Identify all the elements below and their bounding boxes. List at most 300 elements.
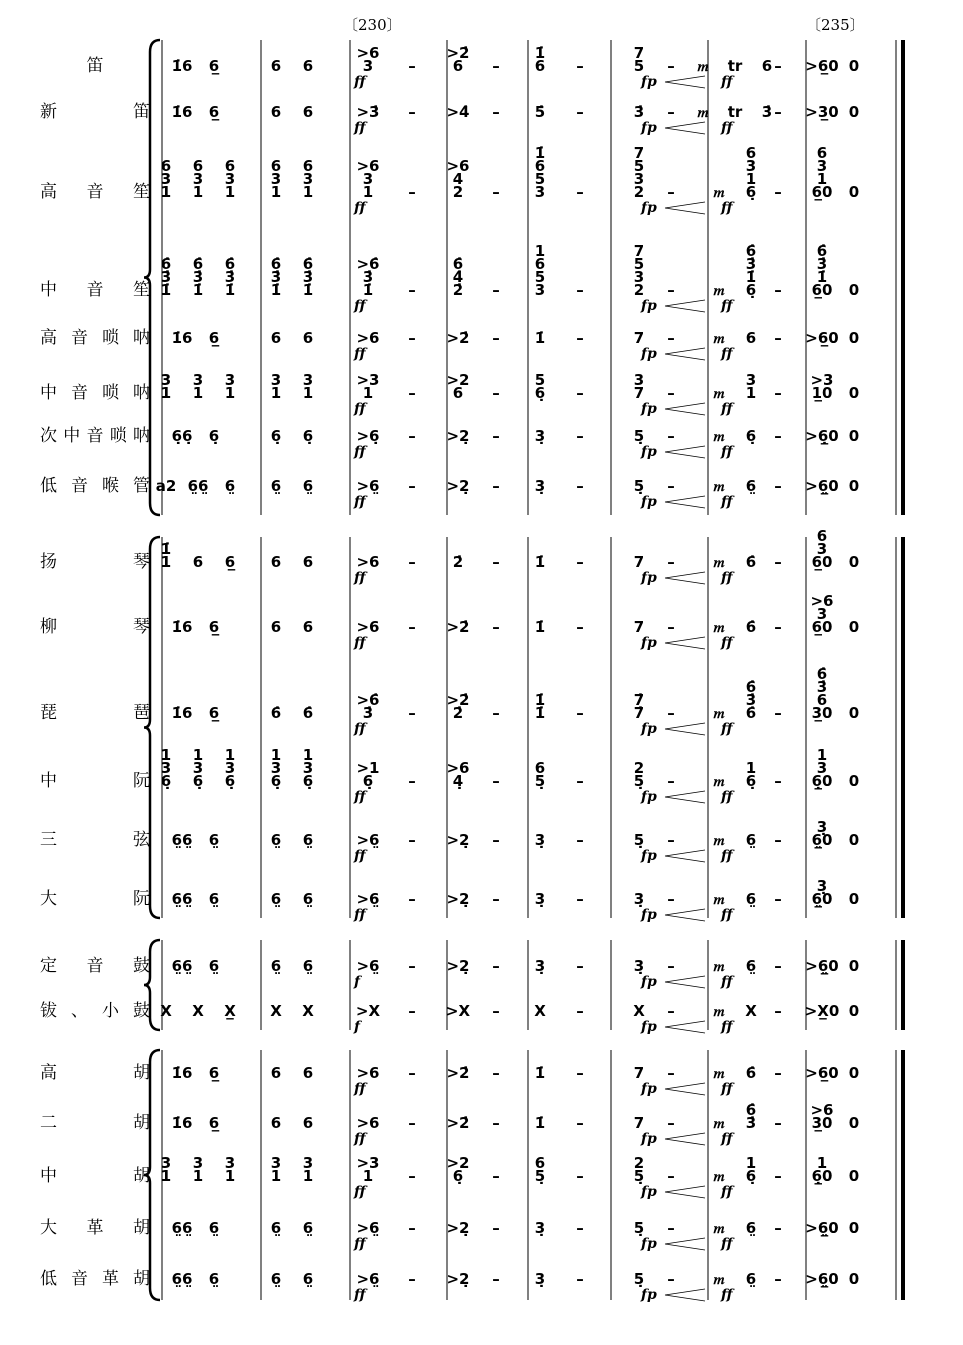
note-glyph: 6̤ <box>270 890 282 908</box>
note-glyph: >6̲0 <box>805 1064 839 1082</box>
note-glyph: 3̣ <box>534 831 546 849</box>
note-glyph: – <box>774 1114 782 1132</box>
note-glyph: 1 <box>745 1154 757 1172</box>
instrument-label: 二 胡 <box>40 1113 150 1133</box>
note-glyph: 6̤ <box>208 957 220 975</box>
note-glyph: – <box>774 384 782 402</box>
note-glyph: >3 <box>356 1154 380 1172</box>
note-glyph: 6̇ <box>745 1064 757 1082</box>
note-glyph: X <box>270 1002 282 1020</box>
note-glyph: >2̣ <box>446 890 470 908</box>
note-glyph: – <box>492 772 500 790</box>
note-glyph: 1 <box>362 384 374 402</box>
note-glyph: 1 <box>224 183 236 201</box>
note-glyph: >2̇ <box>446 691 470 709</box>
note-glyph: 3 <box>224 759 236 777</box>
note-glyph: 6̤ <box>745 477 757 495</box>
note-glyph: – <box>408 831 416 849</box>
note-glyph: 3 <box>270 371 282 389</box>
note-glyph: 6̤ <box>224 477 236 495</box>
dynamic-mark: ff <box>721 721 733 737</box>
note-glyph: 1̇ <box>534 144 546 162</box>
instrument-label: 笛 <box>86 56 104 76</box>
note-glyph: 1 <box>302 746 314 764</box>
note-glyph: – <box>667 329 675 347</box>
note-glyph: >6 <box>356 1064 380 1082</box>
note-glyph: >6̤ <box>356 1219 380 1237</box>
note-glyph: 6 <box>270 1114 282 1132</box>
note-glyph: 6̤ <box>208 1219 220 1237</box>
note-glyph: 6̇ <box>745 618 757 636</box>
note-glyph: 3 <box>224 371 236 389</box>
crescendo-hairpin <box>665 723 705 735</box>
note-glyph: 6 <box>302 157 314 175</box>
note-glyph: 6̣̲0 <box>811 1167 833 1185</box>
note-glyph: 1 <box>224 384 236 402</box>
crescendo-hairpin <box>665 1021 705 1033</box>
note-glyph: X <box>745 1002 757 1020</box>
instrument-label: 大 阮 <box>40 889 150 909</box>
note-glyph: 6̤ <box>745 957 757 975</box>
note-glyph: 𝆐 <box>713 329 725 347</box>
note-glyph: 𝆐 <box>713 427 725 445</box>
note-glyph: 3 <box>160 759 172 777</box>
note-glyph: – <box>774 831 782 849</box>
note-glyph: 5̣ <box>633 1270 645 1288</box>
note-glyph: 6̣ <box>208 427 220 445</box>
note-glyph: >3̇ <box>356 103 380 121</box>
dynamic-mark: ff <box>354 401 366 417</box>
note-glyph: 0 <box>848 281 860 299</box>
note-glyph: 7 <box>633 329 645 347</box>
note-glyph: 7 <box>633 618 645 636</box>
note-glyph: – <box>576 477 584 495</box>
note-glyph: 6 <box>816 691 828 709</box>
note-glyph: 0 <box>848 427 860 445</box>
note-glyph: 6 <box>270 553 282 571</box>
note-glyph: 6̤ <box>302 957 314 975</box>
note-glyph: – <box>576 427 584 445</box>
dynamic-mark: ff <box>721 401 733 417</box>
note-glyph: 6̇ <box>745 242 757 260</box>
dynamic-mark: fp <box>641 298 657 314</box>
note-glyph: 6̣ <box>270 427 282 445</box>
instrument-label: 三 弦 <box>40 830 150 850</box>
note-glyph: 1 <box>160 553 172 571</box>
dynamic-mark: ff <box>721 570 733 586</box>
note-glyph: 6 <box>302 329 314 347</box>
note-glyph: 3̇ <box>160 268 172 286</box>
dynamic-mark: fp <box>641 444 657 460</box>
note-glyph: 6̤ <box>302 890 314 908</box>
note-glyph: 6̇ <box>816 665 828 683</box>
note-glyph: 6̣ <box>160 772 172 790</box>
dynamic-mark: fp <box>641 635 657 651</box>
note-glyph: – <box>408 1064 416 1082</box>
instrument-label: 大革胡 <box>40 1218 150 1238</box>
note-glyph: X̲ <box>224 1002 236 1020</box>
instrument-label: 高音唢呐 <box>40 328 150 348</box>
note-glyph: 5̇ <box>534 103 546 121</box>
note-glyph: 3̲0 <box>811 1114 833 1132</box>
crescendo-hairpin <box>665 909 705 921</box>
note-glyph: 1̇ <box>534 1114 546 1132</box>
note-glyph: 5̣ <box>534 772 546 790</box>
note-glyph: 5̣ <box>633 831 645 849</box>
note-glyph: 𝆐 <box>713 1270 725 1288</box>
note-glyph: – <box>774 772 782 790</box>
note-glyph: 3̣ <box>534 890 546 908</box>
note-glyph: – <box>408 1219 416 1237</box>
note-glyph: – <box>492 281 500 299</box>
note-glyph: – <box>667 890 675 908</box>
note-glyph: 𝆐 <box>713 704 725 722</box>
dynamic-mark: ff <box>354 346 366 362</box>
note-glyph: 5̣ <box>633 772 645 790</box>
note-glyph: 1̇6 <box>171 1114 193 1132</box>
note-glyph: 6̇ <box>224 255 236 273</box>
note-glyph: >6 <box>356 157 380 175</box>
dynamic-mark: ff <box>354 721 366 737</box>
instrument-label: 中音唢呐 <box>40 383 150 403</box>
note-glyph: 6̤ <box>302 1219 314 1237</box>
note-glyph: 6̲0 <box>811 183 833 201</box>
note-glyph: 3 <box>633 371 645 389</box>
note-glyph: 3 <box>192 371 204 389</box>
note-glyph: 1̇6 <box>171 1064 193 1082</box>
crescendo-hairpin <box>665 403 705 415</box>
dynamic-mark: fp <box>641 789 657 805</box>
note-glyph: 0 <box>848 1002 860 1020</box>
note-glyph: – <box>774 890 782 908</box>
note-glyph: – <box>492 57 500 75</box>
note-glyph: 6 <box>270 57 282 75</box>
dynamic-mark: ff <box>354 1184 366 1200</box>
note-glyph: >6̇ <box>356 691 380 709</box>
note-glyph: 1̇ <box>745 268 757 286</box>
instrument-label: 中音笙 <box>40 280 150 300</box>
note-glyph: 6̤ <box>270 957 282 975</box>
note-glyph: 1̇ <box>534 329 546 347</box>
note-glyph: >3 <box>356 371 380 389</box>
note-glyph: 𝆐 <box>697 57 709 75</box>
dynamic-mark: fp <box>641 1236 657 1252</box>
note-glyph: 1 <box>816 1154 828 1172</box>
note-glyph: – <box>774 704 782 722</box>
note-glyph: tr <box>727 103 743 121</box>
note-glyph: 𝆐 <box>713 477 725 495</box>
note-glyph: 6̲ <box>208 618 220 636</box>
note-glyph: 6̤ <box>745 890 757 908</box>
note-glyph: >2̇ <box>446 44 470 62</box>
note-glyph: – <box>492 427 500 445</box>
note-glyph: 3̣ <box>633 957 645 975</box>
dynamic-mark: ff <box>721 1184 733 1200</box>
note-glyph: 𝆐 <box>713 1167 725 1185</box>
note-glyph: – <box>408 384 416 402</box>
note-glyph: – <box>576 1002 584 1020</box>
note-glyph: 1̇ <box>816 268 828 286</box>
note-glyph: – <box>408 1167 416 1185</box>
note-glyph: – <box>408 57 416 75</box>
dynamic-mark: ff <box>721 974 733 990</box>
note-glyph: 5 <box>534 268 546 286</box>
instrument-label: 柳 琴 <box>40 617 150 637</box>
note-glyph: 6 <box>452 384 464 402</box>
note-glyph: 6̇ <box>160 255 172 273</box>
note-glyph: – <box>774 427 782 445</box>
note-glyph: X <box>192 1002 204 1020</box>
note-glyph: >2̣ <box>446 1270 470 1288</box>
dynamic-mark: ff <box>354 635 366 651</box>
note-glyph: – <box>408 183 416 201</box>
note-glyph: 3̣ <box>534 427 546 445</box>
note-glyph: 𝆐 <box>713 618 725 636</box>
dynamic-mark: fp <box>641 1287 657 1303</box>
dynamic-mark: ff <box>721 1081 733 1097</box>
note-glyph: 𝆐 <box>713 1114 725 1132</box>
crescendo-hairpin <box>665 637 705 649</box>
note-glyph: – <box>492 831 500 849</box>
note-glyph: 𝆐 <box>713 281 725 299</box>
dynamic-mark: ff <box>354 494 366 510</box>
note-glyph: – <box>774 957 782 975</box>
note-glyph: 1̇ <box>160 281 172 299</box>
note-glyph: – <box>774 329 782 347</box>
instrument-label: 钹、小鼓 <box>40 1001 150 1021</box>
note-glyph: 6̣ <box>745 772 757 790</box>
note-glyph: – <box>576 618 584 636</box>
note-glyph: 6̤ <box>302 1270 314 1288</box>
dynamic-mark: ff <box>354 120 366 136</box>
note-glyph: 6̲ <box>208 329 220 347</box>
rehearsal-mark-235: 〔235〕 <box>806 16 865 34</box>
dynamic-mark: fp <box>641 74 657 90</box>
note-glyph: 5̣ <box>633 477 645 495</box>
crescendo-hairpin <box>665 791 705 803</box>
note-glyph: 2̇ <box>452 704 464 722</box>
instrument-label: 次中音唢呐 <box>40 426 150 446</box>
note-glyph: 0 <box>848 183 860 201</box>
note-glyph: 3 <box>534 183 546 201</box>
note-glyph: 3̇ <box>745 255 757 273</box>
note-glyph: – <box>492 1167 500 1185</box>
note-glyph: X <box>534 1002 546 1020</box>
note-glyph: – <box>492 384 500 402</box>
instrument-label: 定音鼓 <box>40 956 150 976</box>
note-glyph: 5̣ <box>633 1219 645 1237</box>
note-glyph: – <box>576 704 584 722</box>
crescendo-hairpin <box>665 572 705 584</box>
note-glyph: 1̇ <box>534 44 546 62</box>
note-glyph: 6̤ <box>208 890 220 908</box>
note-glyph: 6 <box>192 553 204 571</box>
note-glyph: 3 <box>816 605 828 623</box>
note-glyph: >6 <box>356 44 380 62</box>
note-glyph: >6 <box>356 553 380 571</box>
note-glyph: 6̣ <box>362 772 374 790</box>
dynamic-mark: ff <box>721 494 733 510</box>
note-glyph: 6 <box>452 57 464 75</box>
dynamic-mark: ff <box>354 1081 366 1097</box>
rehearsal-mark-230: 〔230〕 <box>343 16 402 34</box>
crescendo-hairpin <box>665 348 705 360</box>
note-glyph: 1̇ <box>270 281 282 299</box>
note-glyph: 6̲ <box>224 553 236 571</box>
note-glyph: 3 <box>160 1154 172 1172</box>
note-glyph: – <box>774 281 782 299</box>
note-glyph: >1 <box>356 759 380 777</box>
note-glyph: 1 <box>745 384 757 402</box>
note-glyph: 3̇ <box>745 1114 757 1132</box>
dynamic-mark: fp <box>641 401 657 417</box>
dynamic-mark: ff <box>354 1236 366 1252</box>
note-glyph: – <box>576 553 584 571</box>
note-glyph: 6 <box>534 1154 546 1172</box>
note-glyph: 6̤ <box>745 831 757 849</box>
note-glyph: 5̣ <box>633 1167 645 1185</box>
note-glyph: – <box>408 1270 416 1288</box>
note-glyph: 5 <box>633 255 645 273</box>
note-glyph: 3 <box>270 759 282 777</box>
note-glyph: – <box>408 1114 416 1132</box>
note-glyph: – <box>408 618 416 636</box>
note-glyph: >X̲0 <box>804 1002 840 1020</box>
note-glyph: 6̣ <box>302 427 314 445</box>
note-glyph: 6 <box>816 527 828 545</box>
note-glyph: 3̣ <box>816 818 828 836</box>
note-glyph: 6̤ <box>270 477 282 495</box>
note-glyph: 6 <box>302 1114 314 1132</box>
dynamic-mark: ff <box>721 1019 733 1035</box>
note-glyph: 5 <box>534 371 546 389</box>
note-glyph: 2 <box>633 759 645 777</box>
note-glyph: >6̤̲0 <box>805 1219 839 1237</box>
note-glyph: 3 <box>192 1154 204 1172</box>
note-glyph: 6̇ <box>452 255 464 273</box>
note-glyph: >6̤̲0 <box>805 957 839 975</box>
note-glyph: 1̇6 <box>171 329 193 347</box>
note-glyph: 6 <box>302 103 314 121</box>
note-glyph: >X <box>355 1002 381 1020</box>
note-glyph: – <box>667 772 675 790</box>
instrument-label: 扬 琴 <box>40 552 150 572</box>
note-glyph: – <box>774 553 782 571</box>
note-glyph: – <box>774 1270 782 1288</box>
note-glyph: – <box>667 1064 675 1082</box>
note-glyph: – <box>492 1064 500 1082</box>
note-glyph: 3 <box>362 170 374 188</box>
instrument-label: 低音革胡 <box>40 1269 150 1289</box>
crescendo-hairpin <box>665 850 705 862</box>
note-glyph: >6̣̲0 <box>805 427 839 445</box>
note-glyph: 0 <box>848 772 860 790</box>
dynamic-mark: fp <box>641 1081 657 1097</box>
note-glyph: 4 <box>452 170 464 188</box>
note-glyph: 6̲0 <box>811 281 833 299</box>
note-glyph: 3̣ <box>534 1219 546 1237</box>
note-glyph: 1 <box>192 183 204 201</box>
note-glyph: 1 <box>270 746 282 764</box>
note-glyph: 1̇ <box>534 553 546 571</box>
note-glyph: 1 <box>160 384 172 402</box>
note-glyph: >2̇ <box>446 1064 470 1082</box>
dynamic-mark: fp <box>641 1184 657 1200</box>
dynamic-mark: fp <box>641 1131 657 1147</box>
note-glyph: >6̤ <box>356 957 380 975</box>
note-glyph: 6̇ <box>270 704 282 722</box>
note-glyph: – <box>667 1002 675 1020</box>
note-glyph: 0 <box>848 57 860 75</box>
note-glyph: 6̲ <box>208 704 220 722</box>
note-glyph: 3̇ <box>745 691 757 709</box>
note-glyph: 1 <box>160 746 172 764</box>
note-glyph: X <box>302 1002 314 1020</box>
note-glyph: 3 <box>816 540 828 558</box>
note-glyph: >6 <box>356 1114 380 1132</box>
note-glyph: 0 <box>848 1219 860 1237</box>
note-glyph: 5 <box>633 157 645 175</box>
note-glyph: 6̣ <box>192 772 204 790</box>
note-glyph: – <box>492 183 500 201</box>
dynamic-mark: ff <box>721 789 733 805</box>
dynamic-mark: ff <box>721 346 733 362</box>
note-glyph: 0 <box>848 384 860 402</box>
note-glyph: >X <box>445 1002 471 1020</box>
note-glyph: X <box>633 1002 645 1020</box>
note-glyph: >6 <box>446 759 470 777</box>
note-glyph: 6̤ <box>270 1219 282 1237</box>
note-glyph: 7 <box>633 1064 645 1082</box>
dynamic-mark: ff <box>354 1131 366 1147</box>
dynamic-mark: ff <box>721 1236 733 1252</box>
crescendo-hairpin <box>665 1133 705 1145</box>
note-glyph: – <box>667 1114 675 1132</box>
dynamic-mark: ff <box>354 570 366 586</box>
note-glyph: 1 <box>362 1167 374 1185</box>
dynamic-mark: ff <box>354 74 366 90</box>
note-glyph: 1 <box>270 183 282 201</box>
dynamic-mark: ff <box>354 789 366 805</box>
note-glyph: >6̣ <box>356 427 380 445</box>
note-glyph: – <box>667 618 675 636</box>
note-glyph: 2̇ <box>452 553 464 571</box>
note-glyph: – <box>576 1270 584 1288</box>
note-glyph: – <box>408 427 416 445</box>
note-glyph: >6̤ <box>356 477 380 495</box>
note-glyph: 0 <box>848 103 860 121</box>
note-glyph: 3 <box>302 759 314 777</box>
note-glyph: – <box>576 281 584 299</box>
note-glyph: 6 <box>761 57 773 75</box>
note-glyph: – <box>408 329 416 347</box>
note-glyph: 1 <box>534 242 546 260</box>
note-glyph: 6̤̲0 <box>811 890 833 908</box>
dynamic-mark: fp <box>641 974 657 990</box>
note-glyph: – <box>774 618 782 636</box>
note-glyph: – <box>774 57 782 75</box>
note-glyph: 1 <box>302 384 314 402</box>
dynamic-mark: ff <box>354 444 366 460</box>
note-glyph: >6 <box>356 329 380 347</box>
crescendo-hairpin <box>665 496 705 508</box>
note-glyph: – <box>667 831 675 849</box>
note-glyph: 4̇ <box>452 268 464 286</box>
note-glyph: – <box>576 57 584 75</box>
note-glyph: 1 <box>302 1167 314 1185</box>
note-glyph: – <box>492 329 500 347</box>
note-glyph: – <box>492 1114 500 1132</box>
